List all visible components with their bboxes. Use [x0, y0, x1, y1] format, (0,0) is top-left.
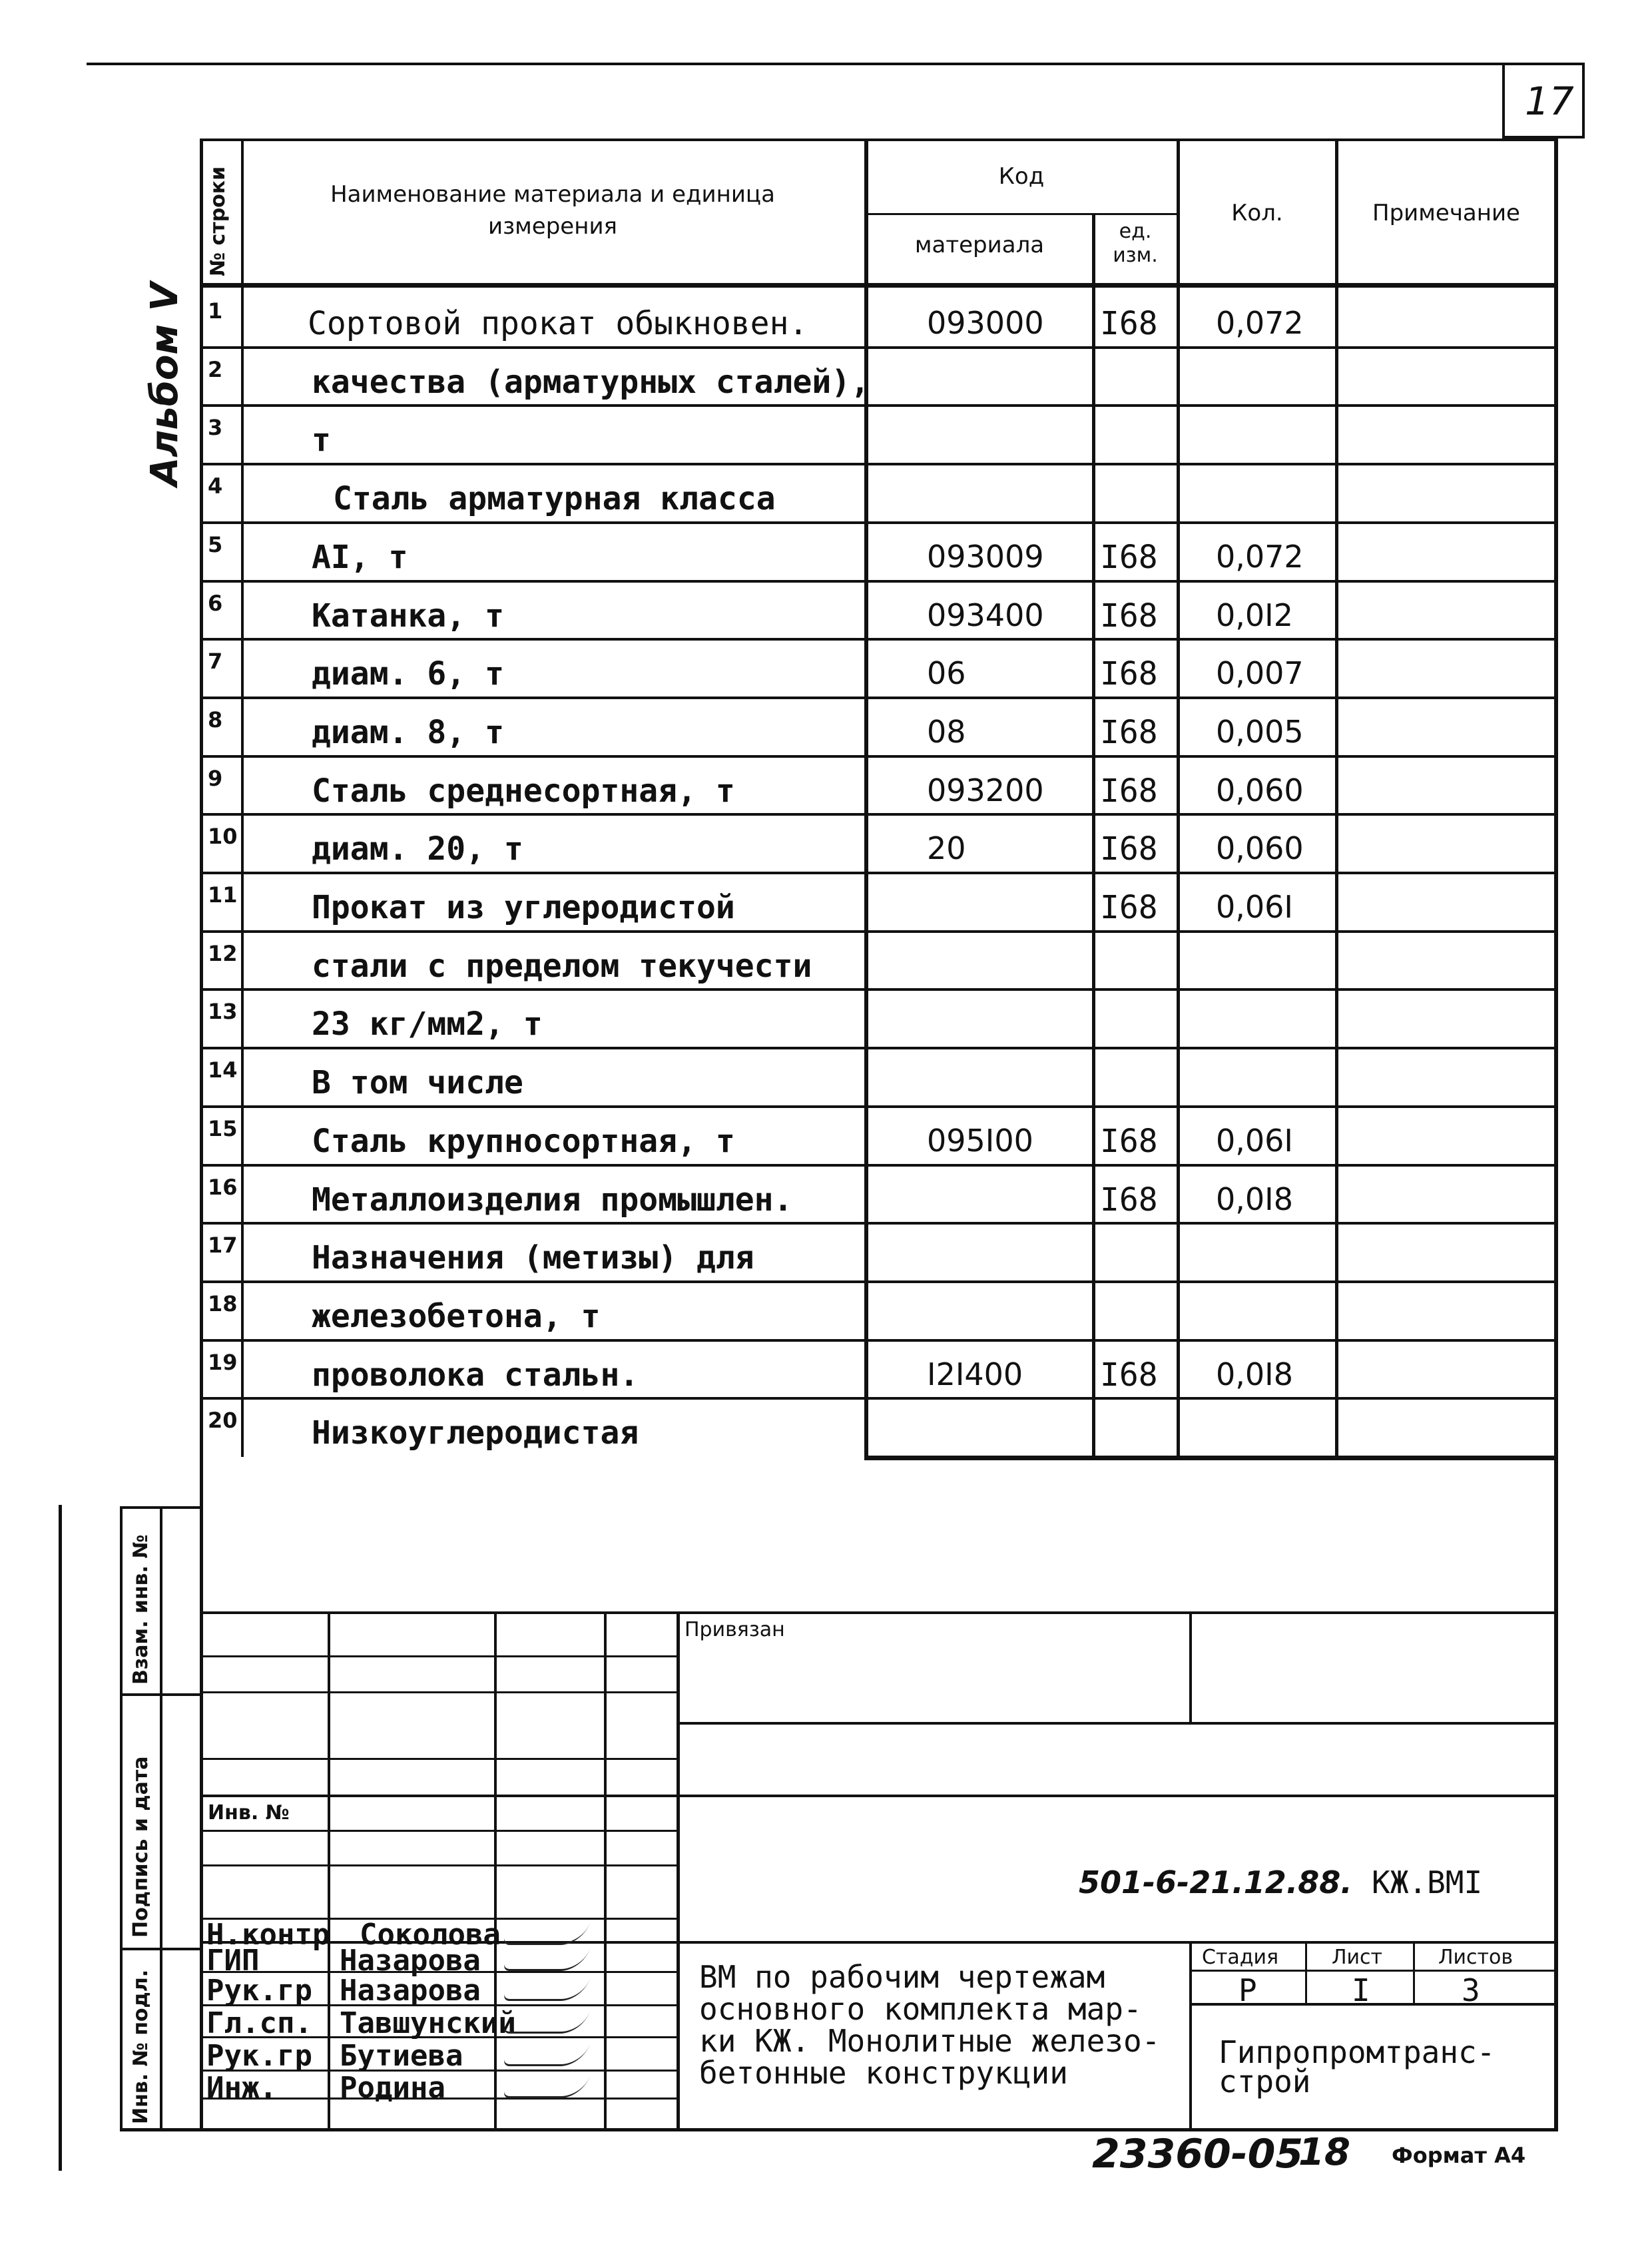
document-mark: КЖ.ВМI [1372, 1864, 1483, 1900]
material-code: 093000 [927, 305, 1044, 341]
material-name: диам. 8, т [312, 714, 504, 751]
qty-column-header: Кол. [1231, 200, 1283, 226]
material-name: Катанка, т [312, 597, 504, 635]
title-line: основного комплекта мар- [699, 1991, 1142, 2027]
quantity: 0,06I [1216, 889, 1293, 925]
material-name: Прокат из углеродистой [312, 889, 735, 926]
quantity: 0,060 [1216, 772, 1304, 808]
footer-sheet: 18 [1298, 2131, 1350, 2174]
organization [1219, 2034, 1496, 2100]
quantity: 0,060 [1216, 830, 1304, 866]
footer-code: 23360-05 [1092, 2131, 1304, 2177]
material-name: стали с пределом текучести [312, 948, 812, 985]
row-number: 5 [208, 532, 223, 557]
material-name: 23 кг/мм2, т [312, 1005, 543, 1043]
page-number: 17 [1525, 79, 1574, 124]
album-label: Альбом V [143, 282, 186, 486]
title-line: бетонные конструкции [699, 2055, 1068, 2091]
unit-code: I68 [1100, 772, 1158, 810]
row-number: 14 [208, 1057, 238, 1083]
unit-code: I68 [1100, 830, 1158, 868]
row-number: 1 [208, 298, 223, 324]
sheets-value: 3 [1462, 1972, 1480, 2008]
signer-role: Н.контр [206, 1918, 330, 1952]
unit-code: I68 [1100, 655, 1158, 693]
signer-name: Соколова [360, 1918, 501, 1952]
row-number: 13 [208, 999, 238, 1024]
signer-name: Назарова [340, 1944, 481, 1978]
row-number: 8 [208, 707, 223, 732]
inv-no-label: Инв. № [208, 1801, 290, 1824]
signer-name: Назарова [340, 1974, 481, 2008]
signer-role: Рук.гр [206, 1974, 312, 2008]
row-number: 12 [208, 941, 238, 966]
document-code: 501-6-21.12.88. [1079, 1864, 1352, 1900]
signature-mark [502, 2044, 590, 2066]
signature-mark [502, 1949, 590, 1971]
row-number: 7 [208, 649, 223, 674]
material-code: 093200 [927, 772, 1044, 808]
quantity: 0,072 [1216, 305, 1304, 341]
material-name: Низкоуглеродистая [312, 1414, 639, 1452]
quantity: 0,007 [1216, 655, 1304, 691]
material-name: Назначения (метизы) для [312, 1239, 754, 1276]
stage-label: Стадия [1202, 1946, 1279, 1969]
quantity: 0,0I8 [1216, 1356, 1293, 1392]
material-code: 20 [927, 830, 966, 866]
row-number: 2 [208, 357, 223, 382]
signer-role: Рук.гр [206, 2039, 312, 2073]
vzam-inv-label: Взам. инв. № [129, 1534, 152, 1685]
material-name: Сталь арматурная класса [333, 480, 776, 517]
row-number: 3 [208, 415, 223, 440]
material-name: AI, т [312, 539, 408, 576]
row-number: 18 [208, 1291, 238, 1316]
unit-code: I68 [1100, 1123, 1158, 1160]
signature-mark [502, 2012, 590, 2034]
material-column-header: материала [914, 232, 1045, 258]
quantity: 0,06I [1216, 1123, 1293, 1159]
unit-code: I68 [1100, 714, 1158, 751]
material-code: 06 [927, 655, 966, 691]
signer-role: Гл.сп. [206, 2006, 312, 2040]
name-column-header: Наименование материала и единица измерения [330, 181, 775, 240]
stage-value: Р [1239, 1972, 1257, 2008]
material-code: 095I00 [927, 1123, 1033, 1159]
material-code: I2I400 [927, 1356, 1023, 1392]
material-code: 093009 [927, 539, 1044, 575]
material-name: качества (арматурных сталей), [312, 364, 870, 401]
row-number: 11 [208, 882, 238, 908]
material-name: В том числе [312, 1064, 523, 1101]
row-number: 15 [208, 1116, 238, 1141]
row-number: 16 [208, 1175, 238, 1200]
org-line: строй [1219, 2064, 1311, 2100]
signer-name: Тавшунский [340, 2006, 516, 2040]
document-title [699, 1961, 1160, 2089]
material-name: т [312, 421, 331, 459]
quantity: 0,005 [1216, 714, 1304, 750]
quantity: 0,0I8 [1216, 1181, 1293, 1217]
material-code: 093400 [927, 597, 1044, 633]
signature-mark [502, 2076, 590, 2098]
unit-column-header: ед. изм. [1113, 220, 1158, 267]
material-name: Сортовой прокат обыкновен. [308, 305, 808, 342]
signer-name: Бутиева [340, 2039, 463, 2073]
unit-code: I68 [1100, 539, 1158, 576]
format-label: Формат А4 [1392, 2143, 1526, 2168]
unit-code: I68 [1100, 305, 1158, 342]
sheets-label: Листов [1438, 1946, 1514, 1969]
material-name: проволока стальн. [312, 1356, 639, 1394]
sheet-label: Лист [1332, 1946, 1383, 1969]
signature-mark [502, 1979, 590, 2001]
unit-code: I68 [1100, 1181, 1158, 1219]
material-name: железобетона, т [312, 1298, 601, 1335]
row-number: 4 [208, 473, 223, 499]
row-number: 10 [208, 824, 238, 849]
title-line: ВМ по рабочим чертежам [699, 1959, 1105, 1995]
quantity: 0,0I2 [1216, 597, 1293, 633]
row-number: 20 [208, 1408, 238, 1433]
row-number-header: № строки [206, 166, 230, 276]
code-column-header: Код [998, 163, 1045, 190]
material-name: диам. 20, т [312, 830, 523, 868]
title-line: ки КЖ. Монолитные железо- [699, 2023, 1161, 2059]
unit-code: I68 [1100, 597, 1158, 635]
quantity: 0,072 [1216, 539, 1304, 575]
row-number: 19 [208, 1350, 238, 1375]
privyazan-label: Привязан [685, 1618, 785, 1641]
material-name: диам. 6, т [312, 655, 504, 693]
material-code: 08 [927, 714, 966, 750]
material-name: Металлоизделия промышлен. [312, 1181, 793, 1219]
org-line: Гипропромтранс- [1219, 2034, 1496, 2070]
row-number: 9 [208, 766, 223, 791]
material-name: Сталь крупносортная, т [312, 1123, 735, 1160]
podpis-data-label: Подпись и дата [129, 1756, 152, 1938]
unit-code: I68 [1100, 1356, 1158, 1394]
material-name: Сталь среднесортная, т [312, 772, 735, 810]
signer-role: ГИП [206, 1944, 260, 1978]
row-number: 17 [208, 1233, 238, 1258]
signer-name: Родина [340, 2071, 445, 2105]
inv-podl-label: Инв. № подл. [129, 1969, 152, 2124]
note-column-header: Примечание [1372, 200, 1520, 226]
sheet-value: I [1352, 1972, 1370, 2008]
row-number: 6 [208, 591, 223, 616]
signer-role: Инж. [206, 2071, 277, 2105]
unit-code: I68 [1100, 889, 1158, 926]
